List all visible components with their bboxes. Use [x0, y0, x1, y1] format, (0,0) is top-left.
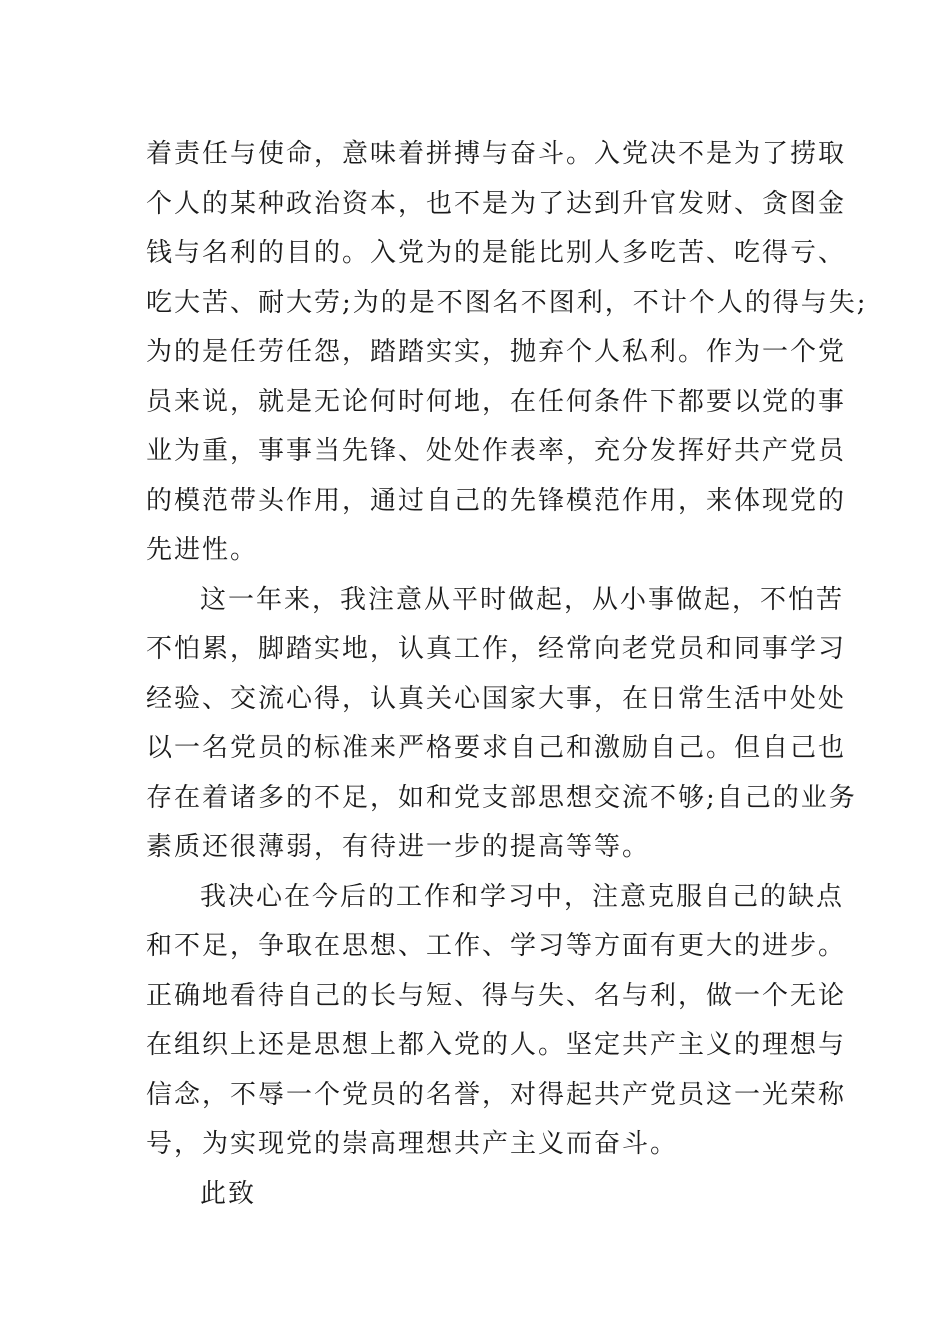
paragraph-line: 不怕累，脚踏实地，认真工作，经常向老党员和同事学习 — [146, 634, 847, 664]
closing-line: 此致 — [200, 1178, 257, 1209]
paragraph-line: 经验、交流心得，认真关心国家大事，在日常生活中处处 — [146, 683, 847, 714]
paragraph-line: 号，为实现党的崇高理想共产主义而奋斗。 — [146, 1129, 679, 1159]
closing-salutation — [146, 1170, 818, 1220]
paragraph-1 — [146, 130, 868, 576]
paragraph-line: 业为重，事事当先锋、处处作表率，充分发挥好共产党员 — [146, 436, 847, 466]
paragraph-line: 我决心在今后的工作和学习中，注意克服自己的缺点 — [200, 881, 845, 912]
paragraph-line: 和不足，争取在思想、工作、学习等方面有更大的进步。 — [146, 931, 847, 961]
paragraph-line: 个人的某种政治资本，也不是为了达到升官发财、贪图金 — [146, 188, 847, 219]
paragraph-line: 信念，不辱一个党员的名誉，对得起共产党员这一光荣称 — [146, 1079, 847, 1110]
document-body — [146, 130, 868, 1219]
paragraph-line: 存在着诸多的不足，如和党支部思想交流不够;自己的业务 — [146, 782, 857, 813]
paragraph-2 — [146, 576, 857, 873]
paragraph-3 — [146, 873, 847, 1170]
paragraph-line: 着责任与使命，意味着拼搏与奋斗。入党决不是为了捞取 — [146, 139, 847, 169]
paragraph-line: 为的是任劳任怨，踏踏实实，抛弃个人私利。作为一个党 — [146, 337, 847, 367]
paragraph-line: 正确地看待自己的长与短、得与失、名与利，做一个无论 — [146, 980, 847, 1011]
paragraph-line: 在组织上还是思想上都入党的人。坚定共产主义的理想与 — [146, 1030, 847, 1060]
paragraph-line: 的模范带头作用，通过自己的先锋模范作用，来体现党的 — [146, 485, 847, 516]
paragraph-line: 以一名党员的标准来严格要求自己和激励自己。但自己也 — [146, 733, 847, 763]
paragraph-line: 先进性。 — [146, 535, 259, 565]
paragraph-line: 吃大苦、耐大劳;为的是不图名不图利，不计个人的得与失; — [146, 287, 868, 318]
paragraph-line: 这一年来，我注意从平时做起，从小事做起，不怕苦 — [200, 584, 845, 615]
paragraph-line: 员来说，就是无论何时何地，在任何条件下都要以党的事 — [146, 386, 847, 417]
paragraph-line: 素质还很薄弱，有待进一步的提高等等。 — [146, 832, 651, 862]
paragraph-line: 钱与名利的目的。入党为的是能比别人多吃苦、吃得亏、 — [146, 238, 847, 268]
